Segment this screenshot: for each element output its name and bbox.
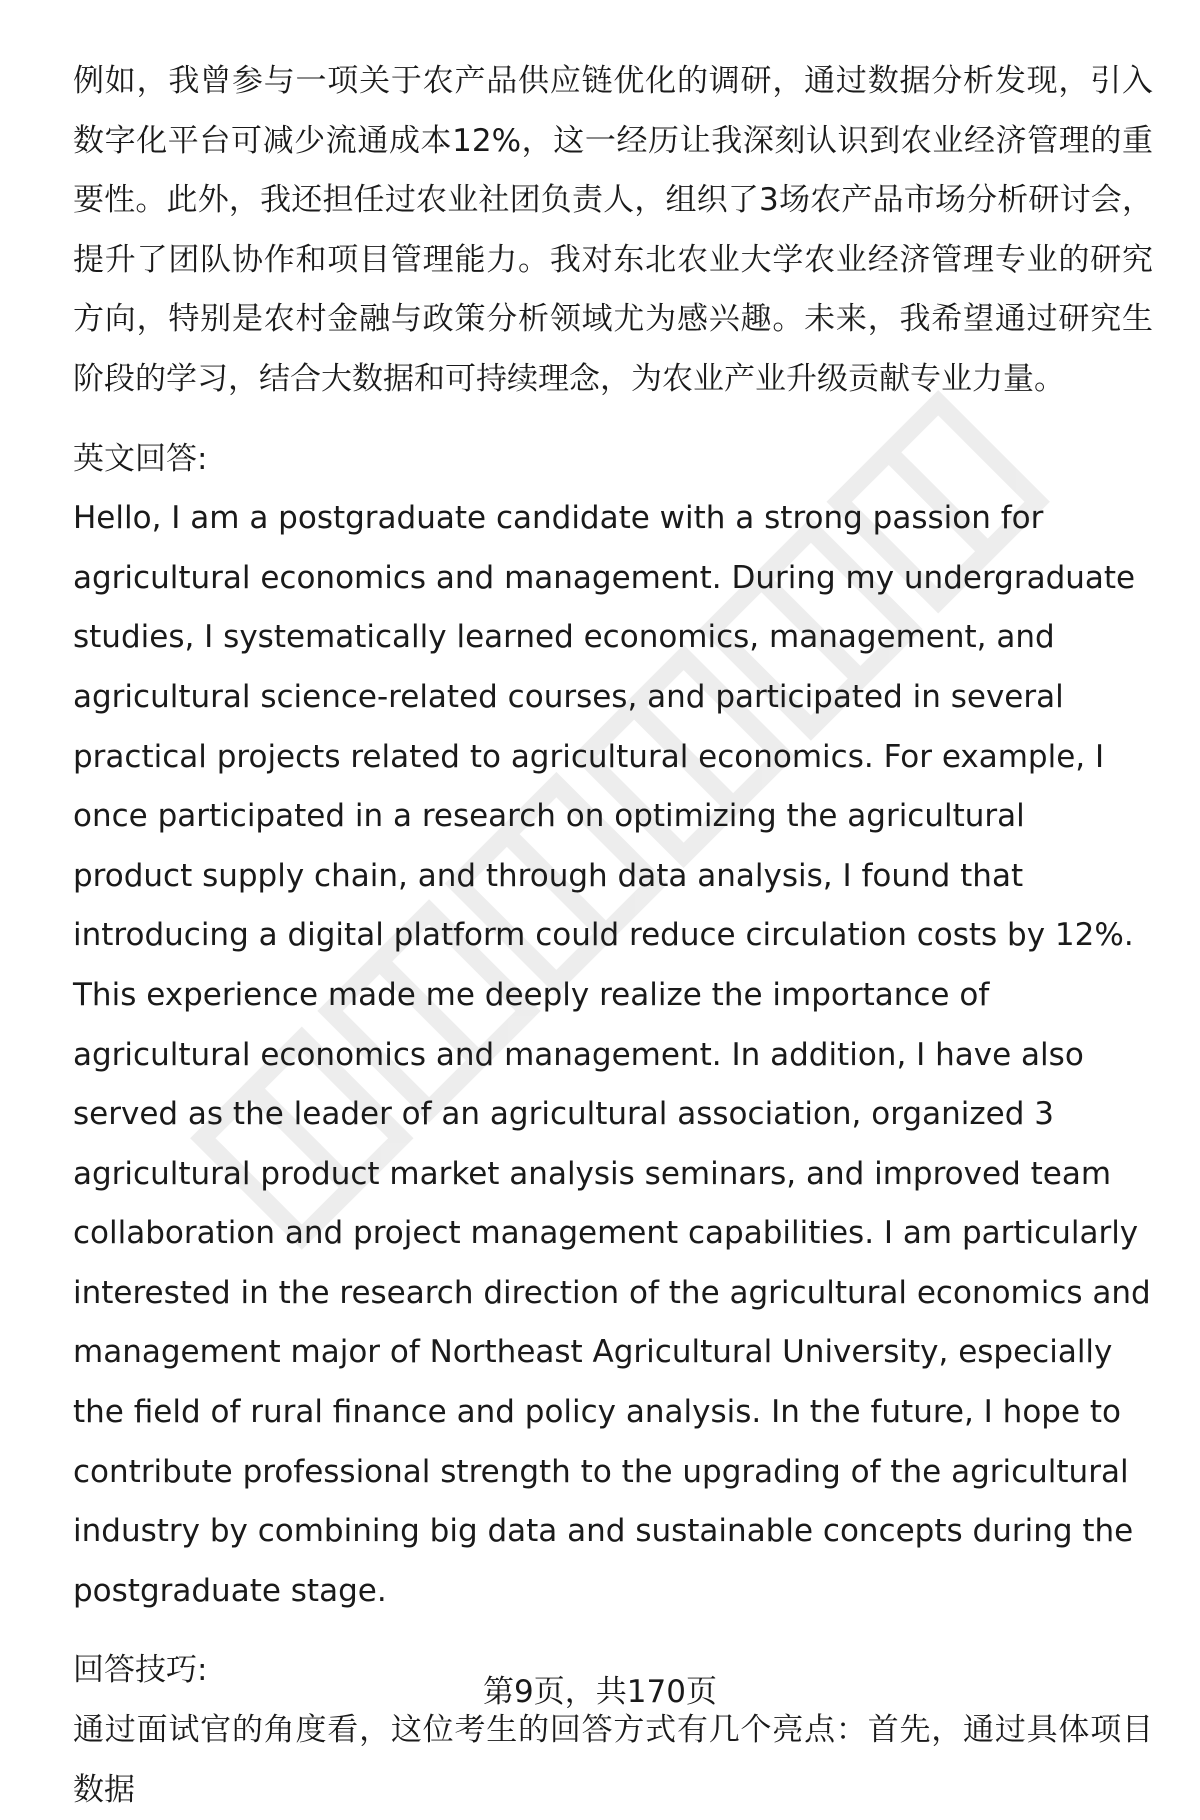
intro-paragraph: 例如，我曾参与一项关于农产品供应链优化的调研，通过数据分析发现，引入数字化平台可减少流通成本12%，这一经历让我深刻认识到农业经济管理的重要性。此外，我还担任过农业社团负责人，组织了3场农产品市场分析研讨会，提升了团队协作和项目管理能力。我对东北农业大学农业经济管理专业的研究方向，特别是农村金融与政策分析领域尤为感兴趣。未来，我希望通过研究生阶段的学习，结合大数据和可持续理念，为农业产业升级贡献专业力量。 [73,63,1153,397]
page-number-footer: 第9页，共170页 [483,1674,717,1710]
english-answer-paragraph: Hello, I am a postgraduate candidate with a strong passion for agricultural economics and management. During my undergraduate studies, I systematically learned economics, management, and agricultural science-related courses, and participated in several practical projects related to agricultural economics. For example, I once participated in a research on optimizing the agricultural product supply chain, and through data analysis, I found that introducing a digital platform could reduce circulation costs by 12%. This experience made me deeply realize the importance of agricultural economics and management. In addition, I have also served as the leader of an agricultural association, organized 3 agricultural product market analysis seminars, and improved team collaboration and project management capabilities. I am particularly interested in the research direction of the agricultural economics and management major of Northeast Agricultural University, especially the field of rural finance and policy analysis. In the future, I hope to contribute professional strength to the upgrading of the agricultural industry by combining big data and sustainable concepts during the postgraduate stage. [73,500,1151,1609]
tips-paragraph: 通过面试官的角度看，这位考生的回答方式有几个亮点：首先，通过具体项目数据 [73,1712,1153,1808]
english-answer-label: 英文回答: [73,440,208,477]
tips-label: 回答技巧: [73,1652,208,1689]
document-body [73,52,1153,1820]
